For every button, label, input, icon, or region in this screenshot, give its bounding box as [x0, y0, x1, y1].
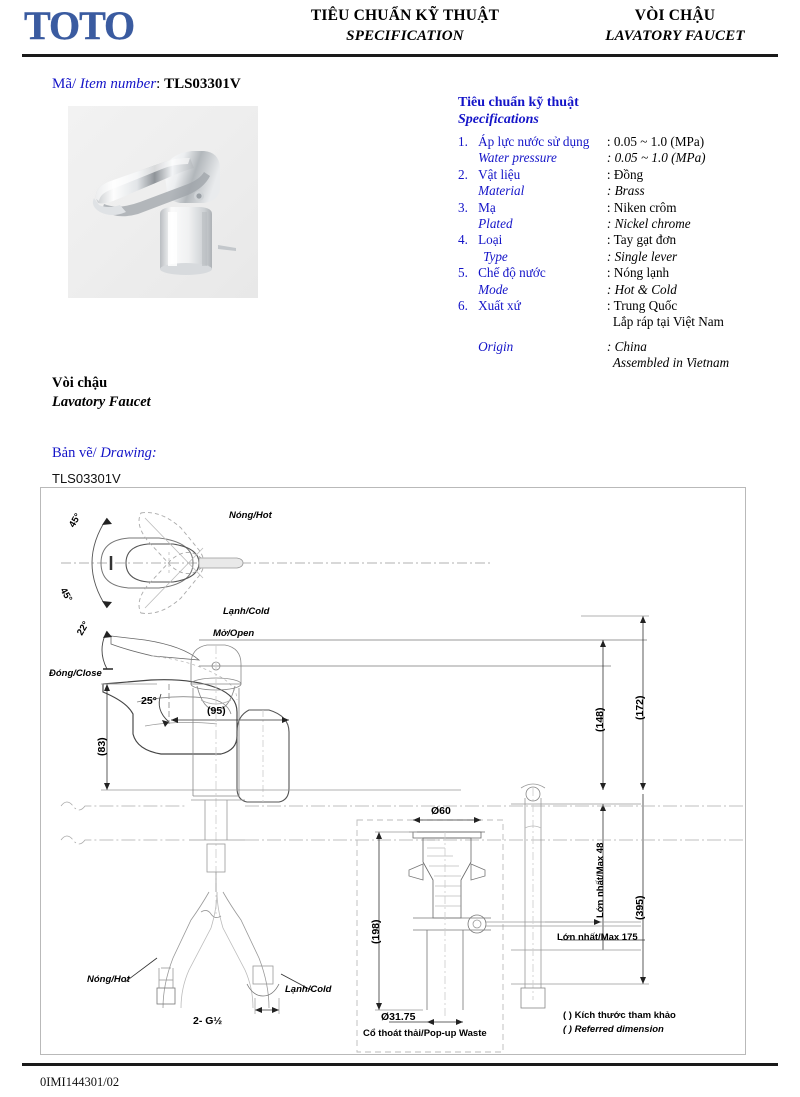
label-popup-waste: [363, 1028, 487, 1040]
spec-row: [458, 265, 788, 281]
spec-row: [458, 167, 788, 183]
page-header: [0, 0, 800, 58]
spec-value-vi: : Đồng: [606, 166, 644, 182]
item-colon: :: [156, 76, 161, 92]
spec-title-en: Specifications: [458, 112, 539, 127]
label-max-175: Lớn nhất/Max 175: [557, 932, 638, 943]
label-cold-bottom: Lạnh/Cold: [285, 984, 332, 995]
spec-row: [458, 355, 788, 371]
technical-drawing: [40, 487, 746, 1055]
label-angle-45-lower: 45°: [57, 586, 75, 604]
spec-value-vi: : Tay gạt đơn: [606, 232, 677, 248]
label-dim-83: (83): [96, 737, 108, 756]
spec-label-en: Water pressure: [478, 150, 557, 166]
label-close: Đóng/Close: [49, 668, 102, 679]
spec-value-en: : 0.05 ~ 1.0 (MPa): [606, 150, 706, 166]
label-hot-top: Nóng/Hot: [229, 510, 272, 521]
specifications-block: [458, 94, 788, 372]
caption-vi: Vòi chậu: [52, 375, 108, 391]
toto-logo: TOTO: [24, 3, 135, 48]
label-max-48: Lớn nhất/Max 48: [595, 842, 606, 918]
spec-label-vi: Chế độ nước: [478, 265, 546, 281]
spec-num: 5.: [458, 265, 468, 281]
label-dia-60: Ø60: [431, 805, 451, 817]
label-dim-395: (395): [634, 895, 646, 920]
drawing-label-vi: Bản vẽ/: [52, 445, 97, 461]
spec-value-en: : Single lever: [606, 248, 678, 264]
spec-num: 1.: [458, 134, 468, 149]
spec-row: [458, 298, 788, 314]
caption-en: Lavatory Faucet: [52, 394, 151, 410]
label-open: Mở/Open: [213, 628, 255, 639]
spec-row: [458, 183, 788, 199]
label-thread-size: 2- G½: [193, 1015, 223, 1027]
spec-num: 6.: [458, 298, 468, 314]
spec-num: 4.: [458, 232, 468, 248]
spec-label-vi: Xuất xứ: [478, 298, 521, 314]
item-label-en: Item number: [79, 76, 157, 92]
spec-value-en: : China: [606, 338, 647, 354]
spec-label-en: Plated: [478, 216, 513, 232]
drawing-vector: [41, 488, 746, 1055]
footer-document-code: 0IMI144301/02: [40, 1075, 120, 1089]
label-angle-22: 22°: [75, 619, 92, 638]
label-dia-3175: Ø31.75: [381, 1011, 416, 1023]
spec-row: [458, 314, 788, 330]
product-caption: [52, 374, 151, 412]
spec-label-vi: Vật liệu: [478, 166, 521, 182]
spec-label-vi: Loại: [478, 232, 503, 248]
label-dim-95: (95): [207, 705, 226, 717]
label-dim-148: (148): [594, 707, 606, 732]
spec-row: [458, 216, 788, 232]
drawing-label-en: Drawing:: [100, 445, 157, 461]
spec-row: [458, 150, 788, 166]
spec-row: [458, 200, 788, 216]
spec-label-en: Material: [478, 183, 525, 199]
spec-row: [458, 249, 788, 265]
spec-value-vi: : Niken crôm: [606, 199, 677, 215]
header-product-en: LAVATORY FAUCET: [605, 28, 745, 44]
spec-row: [458, 331, 788, 355]
spec-label-vi: Áp lực nước sử dụng: [478, 134, 590, 149]
item-number-value: TLS03301V: [164, 76, 241, 92]
spec-label-en: Mode: [478, 281, 509, 297]
header-product-vi: VÒI CHẬU: [634, 7, 716, 24]
spec-value-en: : Brass: [606, 183, 645, 199]
spec-label-en: Origin: [478, 338, 514, 354]
spec-value-vi-2: Lắp ráp tại Việt Nam: [612, 314, 724, 330]
header-title-en: SPECIFICATION: [346, 28, 464, 44]
header-center-title: [255, 6, 555, 46]
spec-label-vi: Mạ: [478, 199, 496, 215]
item-label-vi: Mã/: [52, 76, 77, 92]
spec-table: [458, 134, 788, 372]
spec-row: [458, 282, 788, 298]
spec-num: 3.: [458, 199, 468, 215]
spec-value-en: : Hot & Cold: [606, 281, 677, 297]
spec-value-vi: : 0.05 ~ 1.0 (MPa): [606, 134, 705, 149]
spec-label-en: Type: [483, 248, 508, 264]
product-photo: [68, 106, 258, 298]
label-dim-172: (172): [634, 695, 646, 720]
popup-waste-text: Cổ thoát thải/Pop-up Waste: [363, 1028, 487, 1039]
note-referred-en: ( ) Referred dimension: [563, 1024, 664, 1035]
spec-row: [458, 134, 788, 150]
footer-divider: [22, 1063, 778, 1066]
spec-value-vi: : Nóng lạnh: [606, 265, 670, 281]
label-cold-top: Lạnh/Cold: [223, 606, 270, 617]
note-referred-vi: ( ) Kích thước tham khảo: [563, 1010, 676, 1021]
header-divider: [22, 54, 778, 57]
spec-value-vi: : Trung Quốc: [606, 298, 678, 314]
item-number-line: [52, 74, 241, 94]
spec-row: [458, 232, 788, 248]
label-dim-198: (198): [370, 919, 382, 944]
label-angle-25: 25°: [141, 695, 157, 707]
label-hot-bottom: Nóng/Hot: [87, 974, 130, 985]
spec-num: 2.: [458, 166, 468, 182]
spec-value-en: : Nickel chrome: [606, 216, 691, 232]
drawing-model-code: TLS03301V: [52, 471, 121, 486]
spec-title-vi: Tiêu chuẩn kỹ thuật: [458, 95, 579, 110]
drawing-section-label: [52, 444, 157, 463]
label-angle-45-upper: 45°: [67, 511, 84, 530]
header-right-title: [560, 6, 790, 46]
header-title-vi: TIÊU CHUẨN KỸ THUẬT: [310, 7, 500, 24]
spec-value-en-2: Assembled in Vietnam: [612, 355, 730, 371]
